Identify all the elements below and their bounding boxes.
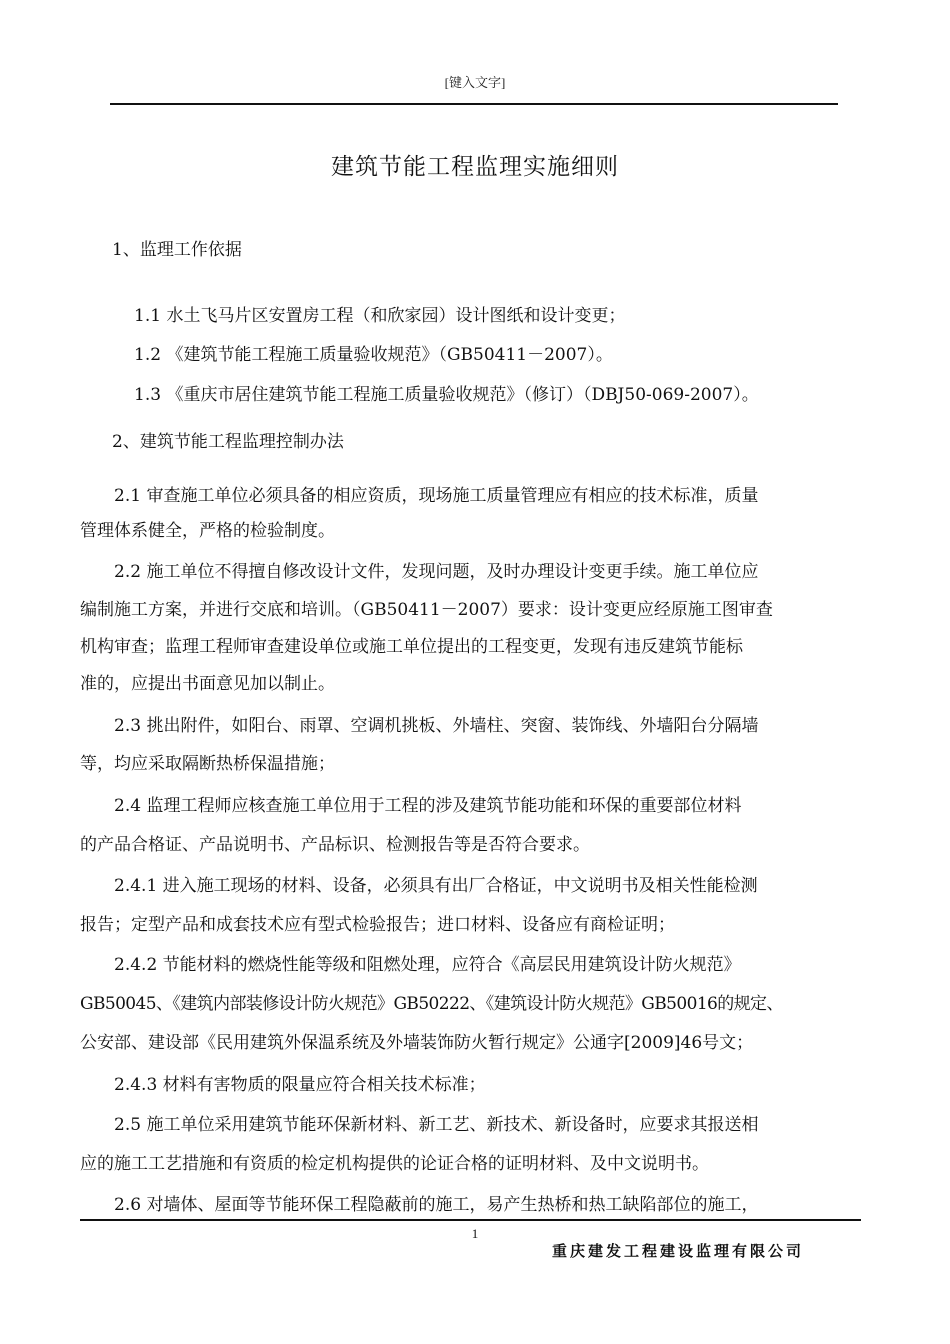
paragraph-line: 2.4.2 节能材料的燃烧性能等级和阻燃处理，应符合《高层民用建筑设计防火规范》 — [114, 955, 741, 975]
paragraph-line: 的产品合格证、产品说明书、产品标识、检测报告等是否符合要求。 — [80, 835, 590, 855]
footer-divider — [80, 1219, 861, 1221]
section-heading: 1、监理工作依据 — [112, 240, 242, 260]
page-header-text: [键入文字] — [444, 75, 506, 90]
paragraph-line: 2.2 施工单位不得擅自修改设计文件，发现问题，及时办理设计变更手续。施工单位应 — [114, 562, 759, 582]
paragraph-line: 2.5 施工单位采用建筑节能环保新材料、新工艺、新技术、新设备时，应要求其报送相 — [114, 1115, 759, 1135]
paragraph-line: 1.2 《建筑节能工程施工质量验收规范》（GB50411－2007）。 — [134, 345, 613, 365]
paragraph-line: 1.3 《重庆市居住建筑节能工程施工质量验收规范》（修订）（DBJ50-069-2007）。 — [134, 385, 759, 405]
paragraph-line: 管理体系健全，严格的检验制度。 — [80, 521, 335, 541]
document-title: 建筑节能工程监理实施细则 — [331, 154, 619, 180]
paragraph-line: 等，均应采取隔断热桥保温措施； — [80, 754, 335, 774]
paragraph-line: 2.4.3 材料有害物质的限量应符合相关技术标准； — [114, 1075, 486, 1095]
paragraph-line: 2.4.1 进入施工现场的材料、设备，必须具有出厂合格证，中文说明书及相关性能检测 — [114, 876, 758, 896]
paragraph-line: GB50045、《建筑内部装修设计防火规范》GB50222、《建筑设计防火规范》GB50016的规定、 — [80, 994, 783, 1014]
paragraph-line: 报告；定型产品和成套技术应有型式检验报告；进口材料、设备应有商检证明； — [80, 915, 675, 935]
footer-company-name: 重庆建发工程建设监理有限公司 — [552, 1242, 805, 1260]
paragraph-line: 1.1 水土飞马片区安置房工程（和欣家园）设计图纸和设计变更； — [134, 306, 626, 326]
paragraph-line: 机构审查；监理工程师审查建设单位或施工单位提出的工程变更，发现有违反建筑节能标 — [80, 637, 743, 657]
paragraph-line: 2.4 监理工程师应核查施工单位用于工程的涉及建筑节能功能和环保的重要部位材料 — [114, 796, 742, 816]
paragraph-line: 准的，应提出书面意见加以制止。 — [80, 674, 335, 694]
header-divider — [110, 103, 838, 105]
paragraph-line: 公安部、建设部《民用建筑外保温系统及外墙装饰防火暂行规定》公通字[2009]46号文； — [80, 1033, 754, 1053]
paragraph-line: 应的施工工艺措施和有资质的检定机构提供的论证合格的证明材料、及中文说明书。 — [80, 1154, 709, 1174]
page-number: 1 — [471, 1226, 479, 1241]
paragraph-line: 2.3 挑出附件，如阳台、雨罩、空调机挑板、外墙柱、突窗、装饰线、外墙阳台分隔墙 — [114, 716, 759, 736]
paragraph-line: 2.1 审查施工单位必须具备的相应资质，现场施工质量管理应有相应的技术标准，质量 — [114, 486, 759, 506]
paragraph-line: 编制施工方案，并进行交底和培训。（GB50411－2007）要求：设计变更应经原施工图审查 — [80, 600, 773, 620]
paragraph-line: 2.6 对墙体、屋面等节能环保工程隐蔽前的施工，易产生热桥和热工缺陷部位的施工， — [114, 1195, 759, 1215]
section-heading: 2、建筑节能工程监理控制办法 — [112, 432, 344, 452]
